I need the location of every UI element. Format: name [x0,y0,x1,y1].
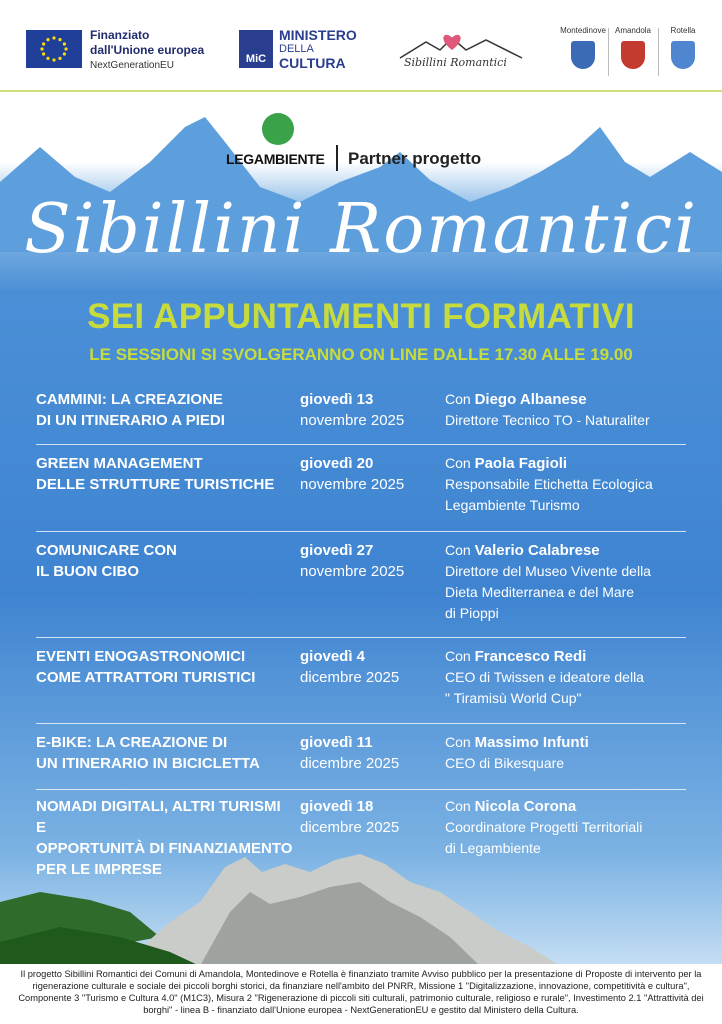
with-label: Con [445,542,471,558]
session-date [300,389,440,431]
partner-name: LEGAMBIENTE [226,151,325,167]
speaker-name: Paola Fagioli [474,455,568,472]
session-day: giovedì 27 [300,542,374,559]
session-topic [36,732,294,774]
crest-rotella [660,26,706,78]
partner-divider [336,145,338,171]
speaker-role: di Pioppi [445,605,499,621]
session-row [36,532,686,638]
topic-line: NOMADI DIGITALI, ALTRI TURISMI E [36,798,281,836]
schedule-note: LE SESSIONI SI SVOLGERANNO ON LINE DALLE 17.30 ALLE 19.00 [89,345,633,364]
speaker-role: Coordinatore Progetti Territoriali [445,819,643,835]
topic-line: COMUNICARE CON [36,542,177,559]
shield-icon [621,41,645,69]
session-speaker [445,646,690,709]
with-label: Con [445,734,471,750]
shield-icon [671,41,695,69]
session-date [300,796,440,838]
speaker-role: " Tiramisù World Cup" [445,690,582,706]
topic-line: UN ITINERARIO IN BICICLETTA [36,755,260,772]
eu-line3: NextGenerationEU [90,60,174,71]
sessions-list [36,387,686,878]
session-row [36,445,686,532]
session-speaker [445,540,690,624]
session-date [300,540,440,582]
speaker-role: Legambiente Turismo [445,497,580,513]
speaker-name: Francesco Redi [474,648,587,665]
session-month: dicembre 2025 [300,755,400,772]
crest-label-amandola: Amandola [614,26,652,35]
footer-text: Il progetto Sibillini Romantici dei Comuni di Amandola, Montedinove e Rotella è finanziato tramite Avviso pubblico per la presentazione di Proposte di intervento per la rigenerazione culturale e sociale dei piccoli borghi storici, da finanziare nell'ambito del PNRR, Missione 1 "Digitalizzazione, innovazione, competitività e cultura", Componente 3 "Turismo e Cultura 4.0" (M1C3), Misura 2 "Rigenerazione di piccoli siti culturali, patrimonio culturale, religioso e rurale", Investimento 2.1 "Attrattività dei borghi" - linea B - finanziato dall'Unione europea - NextGenerationEU e gestito dal Ministero della Cultura. [18,969,704,1015]
speaker-role: CEO di Twissen e ideatore della [445,669,644,685]
topic-line: GREEN MANAGEMENT [36,455,203,472]
session-month: novembre 2025 [300,563,405,580]
speaker-role: Direttore del Museo Vivente della [445,563,651,579]
speaker-role: Dieta Mediterranea e del Mare [445,584,635,600]
with-label: Con [445,391,471,407]
header-logos [0,0,722,90]
mic-logo-icon: MiC [239,30,273,68]
topic-line: IL BUON CIBO [36,563,140,580]
session-day: giovedì 4 [300,648,366,665]
shield-icon [571,41,595,69]
session-month: dicembre 2025 [300,819,400,836]
with-label: Con [445,798,471,814]
session-row [36,638,686,724]
session-month: dicembre 2025 [300,669,400,686]
session-speaker [445,389,690,431]
crest-label-rotella: Rotella [670,26,696,35]
eu-stars-icon [26,30,82,68]
session-day: giovedì 11 [300,734,373,751]
eu-line2: dall'Unione europea [90,43,205,57]
main-title: Sibillini Romantici [24,190,698,269]
ministry-line3: CULTURA [279,55,346,71]
project-logo-label: Sibillini Romantici [404,56,507,69]
speaker-name: Diego Albanese [474,391,587,408]
topic-line: DI UN ITINERARIO A PIEDI [36,412,225,429]
partner-label: Partner progetto [348,149,482,168]
session-month: novembre 2025 [300,476,405,493]
with-label: Con [445,648,471,664]
session-row [36,387,686,445]
header-divider [0,90,722,92]
ministry-label [279,28,357,70]
session-date [300,453,440,495]
topic-line: E-BIKE: LA CREAZIONE DI [36,734,228,751]
session-date [300,646,440,688]
crest-label-montedinove: Montedinove [560,26,606,35]
footer-disclaimer [0,964,722,1024]
topic-line: COME ATTRATTORI TURISTICI [36,669,256,686]
eu-funding-label [90,28,204,73]
session-month: novembre 2025 [300,412,405,429]
session-day: giovedì 20 [300,455,374,472]
session-topic [36,646,294,688]
ministry-line1: MINISTERO [279,27,357,43]
speaker-role: Direttore Tecnico TO - Naturaliter [445,412,650,428]
subtitle: SEI APPUNTAMENTI FORMATIVI [87,297,635,336]
crest-amandola [610,26,656,78]
topic-line: PER LE IMPRESE [36,861,162,878]
partner-block [226,113,526,173]
session-date [300,732,440,774]
speaker-role: Responsabile Etichetta Ecologica [445,476,653,492]
speaker-name: Valerio Calabrese [474,542,600,559]
session-row [36,724,686,790]
session-topic [36,453,294,495]
eu-line1: Finanziato [90,28,150,42]
speaker-name: Massimo Infunti [474,734,589,751]
crest-montedinove [560,26,606,78]
session-speaker [445,453,690,516]
with-label: Con [445,455,471,471]
topic-line: OPPORTUNITÀ DI FINANZIAMENTO [36,840,293,857]
topic-line: EVENTI ENOGASTRONOMICI [36,648,246,665]
legambiente-swan-icon [262,113,294,145]
session-day: giovedì 18 [300,798,374,815]
speaker-name: Nicola Corona [474,798,577,815]
session-day: giovedì 13 [300,391,374,408]
municipality-crests [560,26,700,78]
session-topic [36,389,294,431]
eu-flag-icon [26,30,82,68]
mountain-photo [0,842,722,966]
speaker-role: CEO di Bikesquare [445,755,565,771]
topic-line: CAMMINI: LA CREAZIONE [36,391,223,408]
session-topic [36,540,294,582]
speaker-role: di Legambiente [445,840,541,856]
topic-line: DELLE STRUTTURE TURISTICHE [36,476,275,493]
session-speaker [445,732,690,774]
ministry-line2: DELLA [279,43,314,55]
